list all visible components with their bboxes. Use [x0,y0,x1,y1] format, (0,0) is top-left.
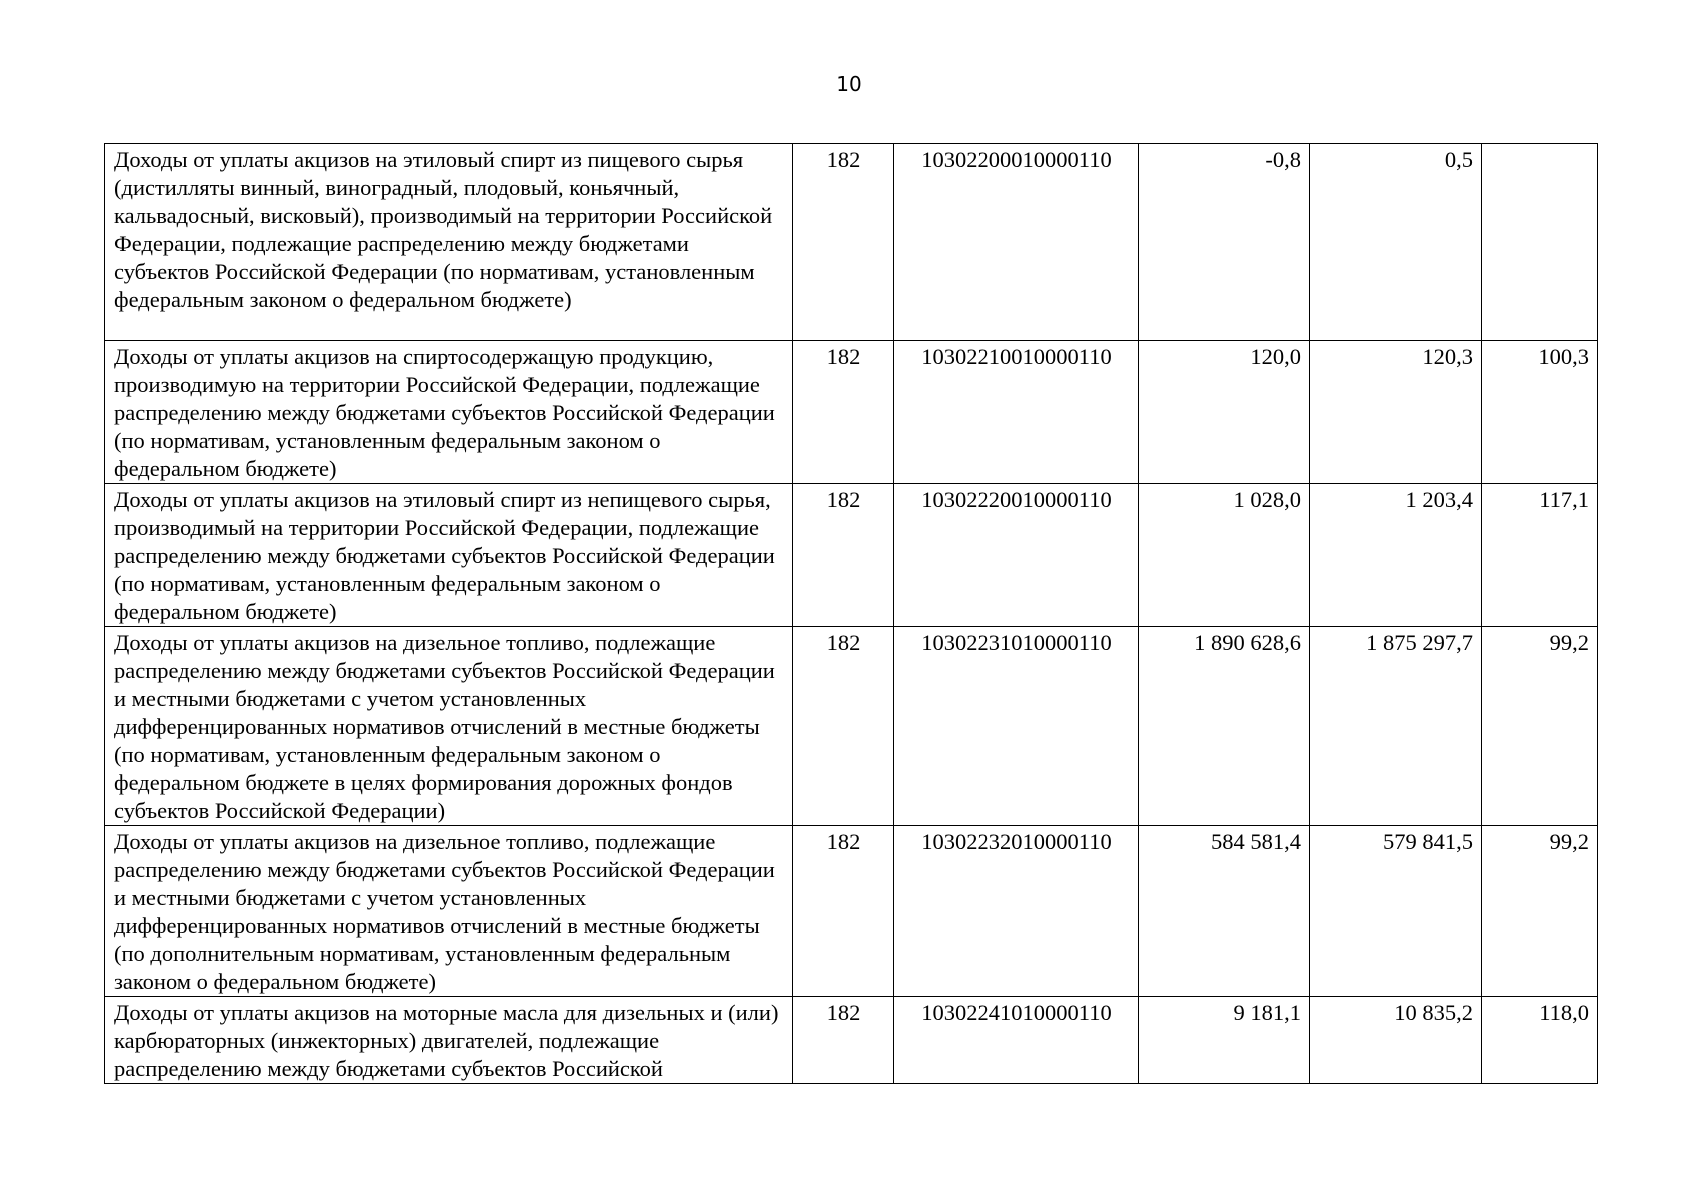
table-row [105,997,1598,1084]
table-row [105,144,1598,341]
actual-amount: 1 203,4 [1310,484,1482,627]
budget-classification-code: 10302220010000110 [894,484,1139,627]
planned-amount: 9 181,1 [1139,997,1310,1084]
budget-classification-code: 10302210010000110 [894,341,1139,484]
table-row [105,484,1598,627]
budget-classification-code: 10302232010000110 [894,826,1139,997]
revenue-table [104,143,1598,1084]
actual-amount: 120,3 [1310,341,1482,484]
admin-code: 182 [793,144,894,341]
revenue-description: Доходы от уплаты акцизов на моторные масла для дизельных и (или) карбюраторных (инжекторных) двигателей, подлежащие распределению между бюджетами субъектов Российской [105,997,793,1084]
budget-classification-code: 10302241010000110 [894,997,1139,1084]
revenue-description: Доходы от уплаты акцизов на спиртосодержащую продукцию, производимую на территории Российской Федерации, подлежащие распределению между бюджетами субъектов Российской Федерации (по нормативам, установленным федеральным законом о федеральном бюджете) [105,341,793,484]
execution-percent: 100,3 [1482,341,1598,484]
revenue-description: Доходы от уплаты акцизов на этиловый спирт из непищевого сырья, производимый на территории Российской Федерации, подлежащие распределению между бюджетами субъектов Российской Федерации (по нормативам, установленным федеральным законом о федеральном бюджете) [105,484,793,627]
execution-percent: 99,2 [1482,826,1598,997]
budget-classification-code: 10302231010000110 [894,627,1139,826]
revenue-description: Доходы от уплаты акцизов на дизельное топливо, подлежащие распределению между бюджетами субъектов Российской Федерации и местными бюджетами с учетом установленных дифференцированных нормативов отчислений в местные бюджеты (по дополнительным нормативам, установленным федеральным законом о федеральном бюджете) [105,826,793,997]
planned-amount: 1 890 628,6 [1139,627,1310,826]
table-row [105,627,1598,826]
admin-code: 182 [793,484,894,627]
planned-amount: 584 581,4 [1139,826,1310,997]
revenue-description: Доходы от уплаты акцизов на этиловый спирт из пищевого сырья (дистилляты винный, виноградный, плодовый, коньячный, кальвадосный, висковый), производимый на территории Российской Федерации, подлежащие распределению между бюджетами субъектов Российской Федерации (по нормативам, установленным федеральным законом о федеральном бюджете) [105,144,793,341]
admin-code: 182 [793,997,894,1084]
table-row [105,826,1598,997]
admin-code: 182 [793,826,894,997]
actual-amount: 579 841,5 [1310,826,1482,997]
execution-percent: 118,0 [1482,997,1598,1084]
actual-amount: 10 835,2 [1310,997,1482,1084]
table-row [105,341,1598,484]
execution-percent: 117,1 [1482,484,1598,627]
revenue-description: Доходы от уплаты акцизов на дизельное топливо, подлежащие распределению между бюджетами субъектов Российской Федерации и местными бюджетами с учетом установленных дифференцированных нормативов отчислений в местные бюджеты (по нормативам, установленным федеральным законом о федеральном бюджете в целях формирования дорожных фондов субъектов Российской Федерации) [105,627,793,826]
page-number: 10 [836,72,862,96]
planned-amount: -0,8 [1139,144,1310,341]
planned-amount: 120,0 [1139,341,1310,484]
actual-amount: 0,5 [1310,144,1482,341]
actual-amount: 1 875 297,7 [1310,627,1482,826]
execution-percent [1482,144,1598,341]
admin-code: 182 [793,627,894,826]
admin-code: 182 [793,341,894,484]
execution-percent: 99,2 [1482,627,1598,826]
planned-amount: 1 028,0 [1139,484,1310,627]
budget-classification-code: 10302200010000110 [894,144,1139,341]
